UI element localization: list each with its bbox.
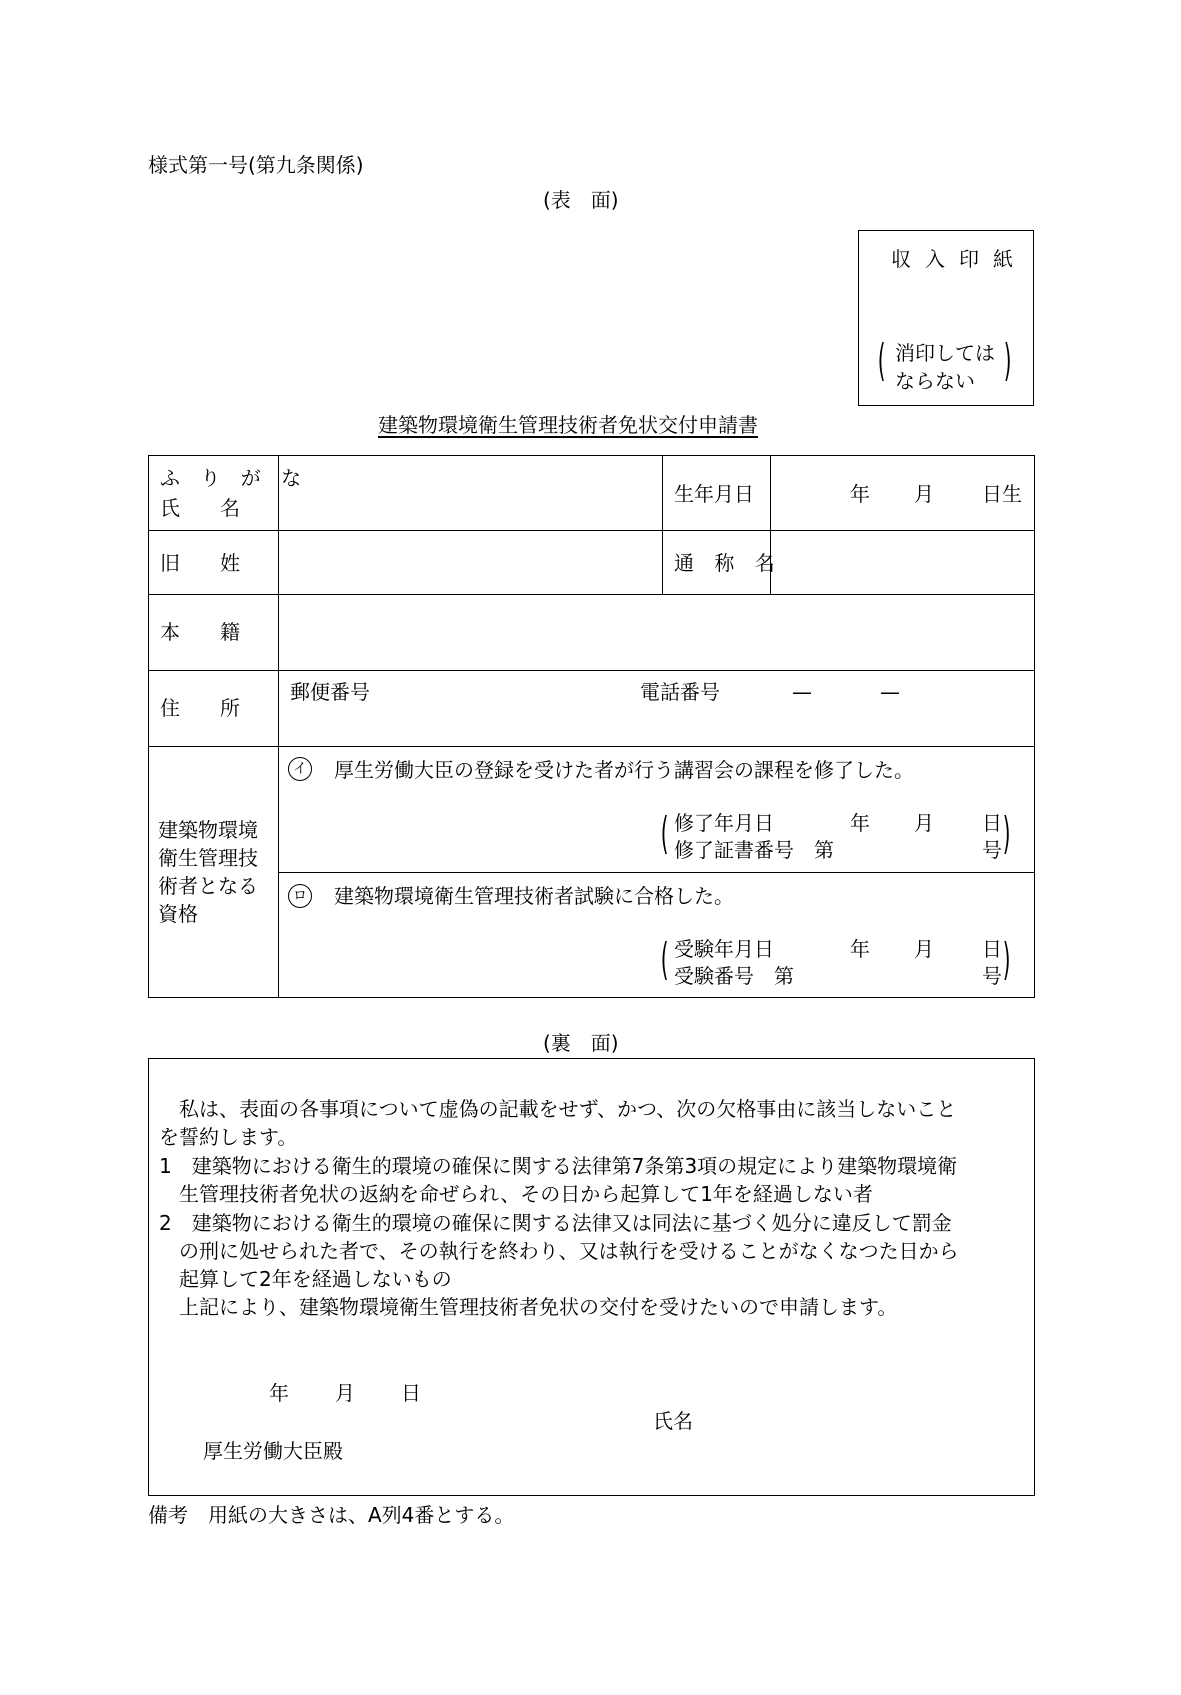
birth-month-unit: 月: [914, 482, 934, 506]
option-ro-text: 建築物環境衛生管理技術者試験に合格した。: [334, 884, 734, 908]
certificate-number-label: 修了証書番号 第: [674, 838, 834, 862]
pledge-line2: を誓約します。: [159, 1125, 298, 1149]
row-divider: [278, 872, 1035, 873]
completion-month-unit: 月: [914, 811, 934, 835]
exam-number-suffix: 号: [982, 964, 1002, 988]
qualification-label-line3: 術者となる: [158, 874, 258, 898]
document-title: 建築物環境衛生管理技術者免状交付申請書: [378, 413, 758, 437]
option-i-circle-mark: イ: [288, 757, 312, 781]
row-divider: [148, 530, 1035, 531]
qualification-label-line1: 建築物環境: [158, 818, 258, 842]
column-divider: [662, 455, 663, 594]
postal-code-label: 郵便番号: [290, 680, 370, 704]
application-form-table: [148, 455, 1035, 998]
exam-year-unit: 年: [850, 937, 870, 961]
disqualification-item1-line2: 生管理技術者免状の返納を命ぜられ、その日から起算して1年を経過しない者: [159, 1182, 873, 1206]
domicile-label: 本 籍: [160, 620, 240, 644]
certificate-number-suffix: 号: [982, 838, 1002, 862]
exam-number-label: 受験番号 第: [674, 964, 794, 988]
former-surname-label: 旧 姓: [160, 551, 240, 575]
phone-dash: —: [880, 680, 900, 704]
stamp-note-line2: ならない: [895, 369, 975, 393]
row-divider: [148, 670, 1035, 671]
birthdate-label: 生年月日: [674, 482, 754, 506]
completion-close-paren: ): [1002, 808, 1011, 859]
applicant-name-label: 氏名: [653, 1409, 693, 1433]
application-day-unit: 日: [401, 1381, 421, 1405]
completion-open-paren: (: [660, 808, 669, 859]
qualification-label-line4: 資格: [158, 902, 198, 926]
back-side-box: [148, 1058, 1035, 1496]
address-label: 住 所: [160, 696, 240, 720]
form-number: 様式第一号(第九条関係): [148, 153, 364, 177]
exam-month-unit: 月: [914, 937, 934, 961]
birth-year-unit: 年: [850, 482, 870, 506]
common-name-label: 通 称 名: [674, 551, 782, 575]
footer-note: 備考 用紙の大きさは、A列4番とする。: [148, 1503, 515, 1527]
exam-date-label: 受験年月日: [674, 937, 774, 961]
disqualification-item2-line1: 2 建築物における衛生的環境の確保に関する法律又は同法に基づく処分に違反して罰金: [159, 1211, 952, 1235]
stamp-note-open-paren: (: [877, 335, 886, 386]
disqualification-item2-line2: の刑に処せられた者で、その執行を終わり、又は執行を受けることがなくなつた日から: [159, 1239, 959, 1263]
addressee: 厚生労働大臣殿: [203, 1439, 343, 1463]
revenue-stamp-label: 収入印紙: [891, 247, 1027, 271]
completion-year-unit: 年: [850, 811, 870, 835]
name-label: 氏 名: [160, 496, 240, 520]
exam-open-paren: (: [660, 934, 669, 985]
application-year-unit: 年: [269, 1381, 289, 1405]
disqualification-item1-line1: 1 建築物における衛生的環境の確保に関する法律第7条第3項の規定により建築物環境衛: [159, 1154, 958, 1178]
application-month-unit: 月: [335, 1381, 355, 1405]
row-divider: [148, 594, 1035, 595]
front-side-label: (表 面): [543, 188, 619, 212]
label-column-divider: [278, 455, 279, 998]
pledge-line1: 私は、表面の各事項について虚偽の記載をせず、かつ、次の欠格事由に該当しないこと: [159, 1097, 957, 1121]
stamp-note-close-paren: ): [1003, 335, 1012, 386]
stamp-note-line1: 消印しては: [895, 341, 995, 365]
request-statement: 上記により、建築物環境衛生管理技術者免状の交付を受けたいので申請します。: [159, 1295, 898, 1319]
furigana-label: ふ り が な: [160, 466, 309, 490]
completion-date-label: 修了年月日: [674, 811, 774, 835]
row-divider: [148, 746, 1035, 747]
exam-close-paren: ): [1002, 934, 1011, 985]
birth-day-unit: 日生: [982, 482, 1022, 506]
phone-number-label: 電話番号: [640, 680, 720, 704]
option-ro-square-mark: ロ: [288, 884, 312, 908]
option-i-text: 厚生労働大臣の登録を受けた者が行う講習会の課程を修了した。: [334, 758, 914, 782]
exam-day-unit: 日: [982, 937, 1002, 961]
back-side-label: (裏 面): [543, 1031, 619, 1055]
revenue-stamp-box: [858, 230, 1034, 406]
completion-day-unit: 日: [982, 811, 1002, 835]
phone-dash: —: [792, 680, 812, 704]
disqualification-item2-line3: 起算して2年を経過しないもの: [159, 1267, 452, 1291]
qualification-label-line2: 衛生管理技: [158, 846, 258, 870]
